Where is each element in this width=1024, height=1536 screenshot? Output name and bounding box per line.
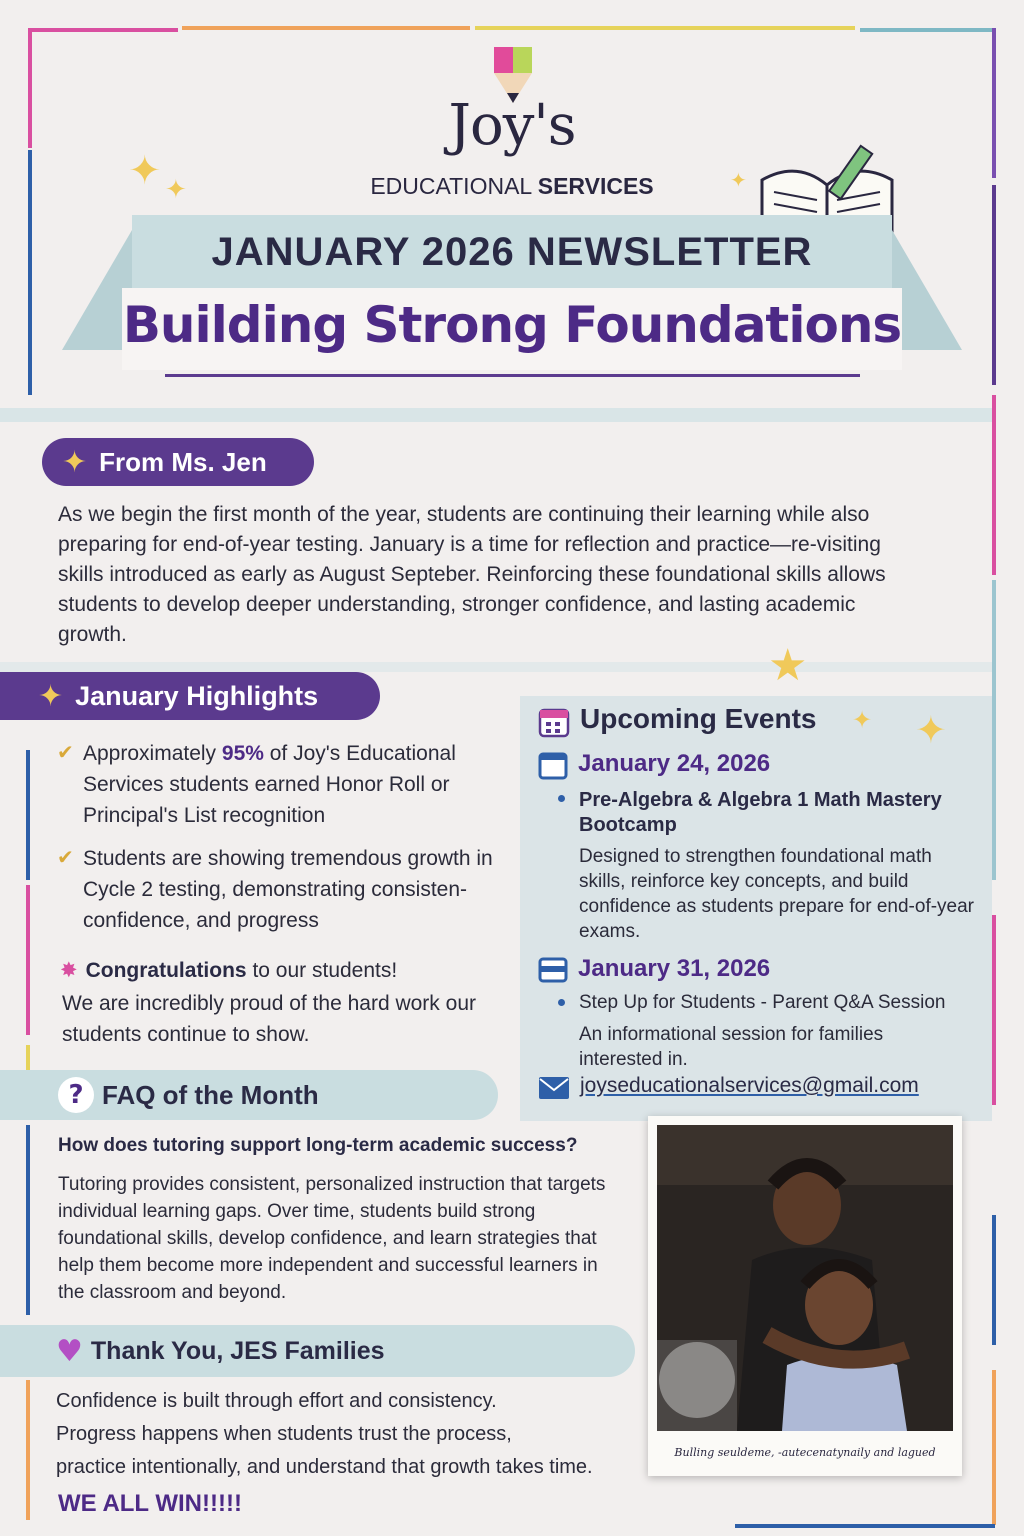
confetti-icon: ✸ xyxy=(60,959,78,982)
thanks-line-1: Confidence is built through effort and consistency. xyxy=(56,1390,497,1412)
highlight-1-post: of Joy's Educational Services students earned Honor Roll or Principal's List recognition xyxy=(83,742,456,827)
faq-label: FAQ of the Month xyxy=(102,1079,319,1110)
calendar-icon xyxy=(538,706,570,738)
from-ms-jen-heading xyxy=(42,438,314,486)
highlights-label: January Highlights xyxy=(75,680,319,711)
heart-icon: ♥ xyxy=(56,1333,83,1369)
highlight-2-text: Students are showing tremendous growth in Cycle 2 testing, demonstrating consisten- confidence, and progress xyxy=(83,847,493,932)
event-2-title: Step Up for Students - Parent Q&A Session xyxy=(579,992,946,1013)
brand-sub-bold: SERVICES xyxy=(537,173,654,199)
highlight-1-bold: 95% xyxy=(221,742,264,765)
event-1-title: Pre-Algebra & Algebra 1 Math Mastery Bootcamp xyxy=(579,789,942,836)
from-ms-jen-body: As we begin the first month of the year, students are continuing their learning while also preparing for end-of-year testing. January is a time for reflection and practice—re-visiting skills introduced as early as August Septeber. Reinforcing these foundational skills allows students to develop deeper understanding, stronger confidence, and lasting academic growth. xyxy=(58,503,886,646)
bullet xyxy=(558,999,565,1006)
question-icon: ? xyxy=(58,1077,94,1113)
frame-right-teal xyxy=(992,580,996,880)
newsletter-title: JANUARY 2026 NEWSLETTER xyxy=(211,230,813,274)
calendar-small-icon xyxy=(538,752,568,780)
frame-bottom-blue xyxy=(735,1524,995,1528)
calendar-small-icon xyxy=(538,957,568,983)
photo-caption: Bulling seuldeme, -autecenatynaily and lagued xyxy=(674,1446,936,1459)
congrats-rest: to our students! xyxy=(246,959,398,982)
congrats-body: We are incredibly proud of the hard work our students continue to show. xyxy=(62,992,476,1046)
frame-top-teal xyxy=(860,28,996,32)
frame-top-left xyxy=(28,28,178,32)
frame-top-orange xyxy=(182,26,470,30)
email-link[interactable]: joyseducationalservices@gmail.com xyxy=(580,1074,919,1097)
event-2-date: January 31, 2026 xyxy=(578,955,771,982)
brand-sub-regular: EDUCATIONAL xyxy=(370,173,532,199)
highlight-1-pre: Approximately xyxy=(83,742,222,765)
sparkle-icon: ✦ xyxy=(165,175,187,205)
section-divider xyxy=(0,662,992,672)
check-icon: ✔ xyxy=(57,742,74,764)
sparkle-icon: ✦ xyxy=(852,706,873,734)
event-1-desc: Designed to strengthen foundational math skills, reinforce key concepts, and build confidence as students prepare for end-of-year exams. xyxy=(579,846,975,942)
frame-left-pink xyxy=(28,28,32,148)
frame-right-purple xyxy=(992,28,996,178)
faq-question: How does tutoring support long-term academic success? xyxy=(58,1135,578,1156)
from-ms-jen-label: From Ms. Jen xyxy=(99,446,267,477)
closing-line: WE ALL WIN!!!!! xyxy=(58,1490,242,1517)
frame-left-orange xyxy=(26,1380,30,1520)
thanks-label: Thank You, JES Families xyxy=(90,1336,385,1365)
sparkle-icon: ✦ xyxy=(62,444,88,480)
logo xyxy=(340,45,684,205)
sparkle-icon: ✦ xyxy=(730,168,747,192)
brand-subtitle xyxy=(340,173,684,200)
faq-heading xyxy=(0,1070,498,1120)
sparkle-icon: ✦ xyxy=(38,678,64,714)
sparkle-icon: ✦ xyxy=(128,148,162,194)
brand-name: Joy's xyxy=(448,93,576,158)
highlights-heading xyxy=(0,672,380,720)
thanks-line-3: practice intentionally, and understand that growth takes time. xyxy=(56,1456,593,1478)
newsletter-theme: Building Strong Foundations xyxy=(122,296,902,354)
congrats-bold: Congratulations xyxy=(85,959,247,982)
sparkle-icon: ✦ xyxy=(915,708,947,752)
events-heading: Upcoming Events xyxy=(580,703,817,734)
star-icon: ★ xyxy=(768,640,808,691)
frame-right-pink2 xyxy=(992,915,996,1105)
faq-answer: Tutoring provides consistent, personalized instruction that targets individual learning gaps. Over time, students build strong foundational skills, develop confidence, and learn strategies that help them become more independent and successful learners in the classroom and beyond. xyxy=(58,1174,606,1303)
event-1-date: January 24, 2026 xyxy=(578,750,771,777)
envelope-icon xyxy=(538,1076,570,1100)
event-2-desc: An informational session for families interested in. xyxy=(579,1024,884,1070)
frame-right-purple2 xyxy=(992,185,996,385)
photo-frame xyxy=(648,1116,962,1476)
section-divider xyxy=(0,408,992,422)
frame-left-pink2 xyxy=(26,885,30,1035)
congrats-line xyxy=(60,955,510,986)
theme-underline xyxy=(165,374,860,377)
frame-left-blue2 xyxy=(26,750,30,880)
frame-left-blue xyxy=(28,150,32,395)
thanks-heading xyxy=(0,1325,635,1377)
bullet xyxy=(558,795,565,802)
frame-left-blue3 xyxy=(26,1125,30,1315)
check-icon: ✔ xyxy=(57,847,74,869)
frame-right-pink xyxy=(992,395,996,575)
thanks-line-2: Progress happens when students trust the process, xyxy=(56,1423,512,1445)
frame-right-orange xyxy=(992,1370,996,1525)
frame-top-yellow xyxy=(475,26,855,30)
highlight-item-1 xyxy=(57,738,513,831)
frame-right-blue xyxy=(992,1215,996,1345)
student-photo xyxy=(657,1125,953,1431)
highlight-item-2 xyxy=(57,843,515,936)
